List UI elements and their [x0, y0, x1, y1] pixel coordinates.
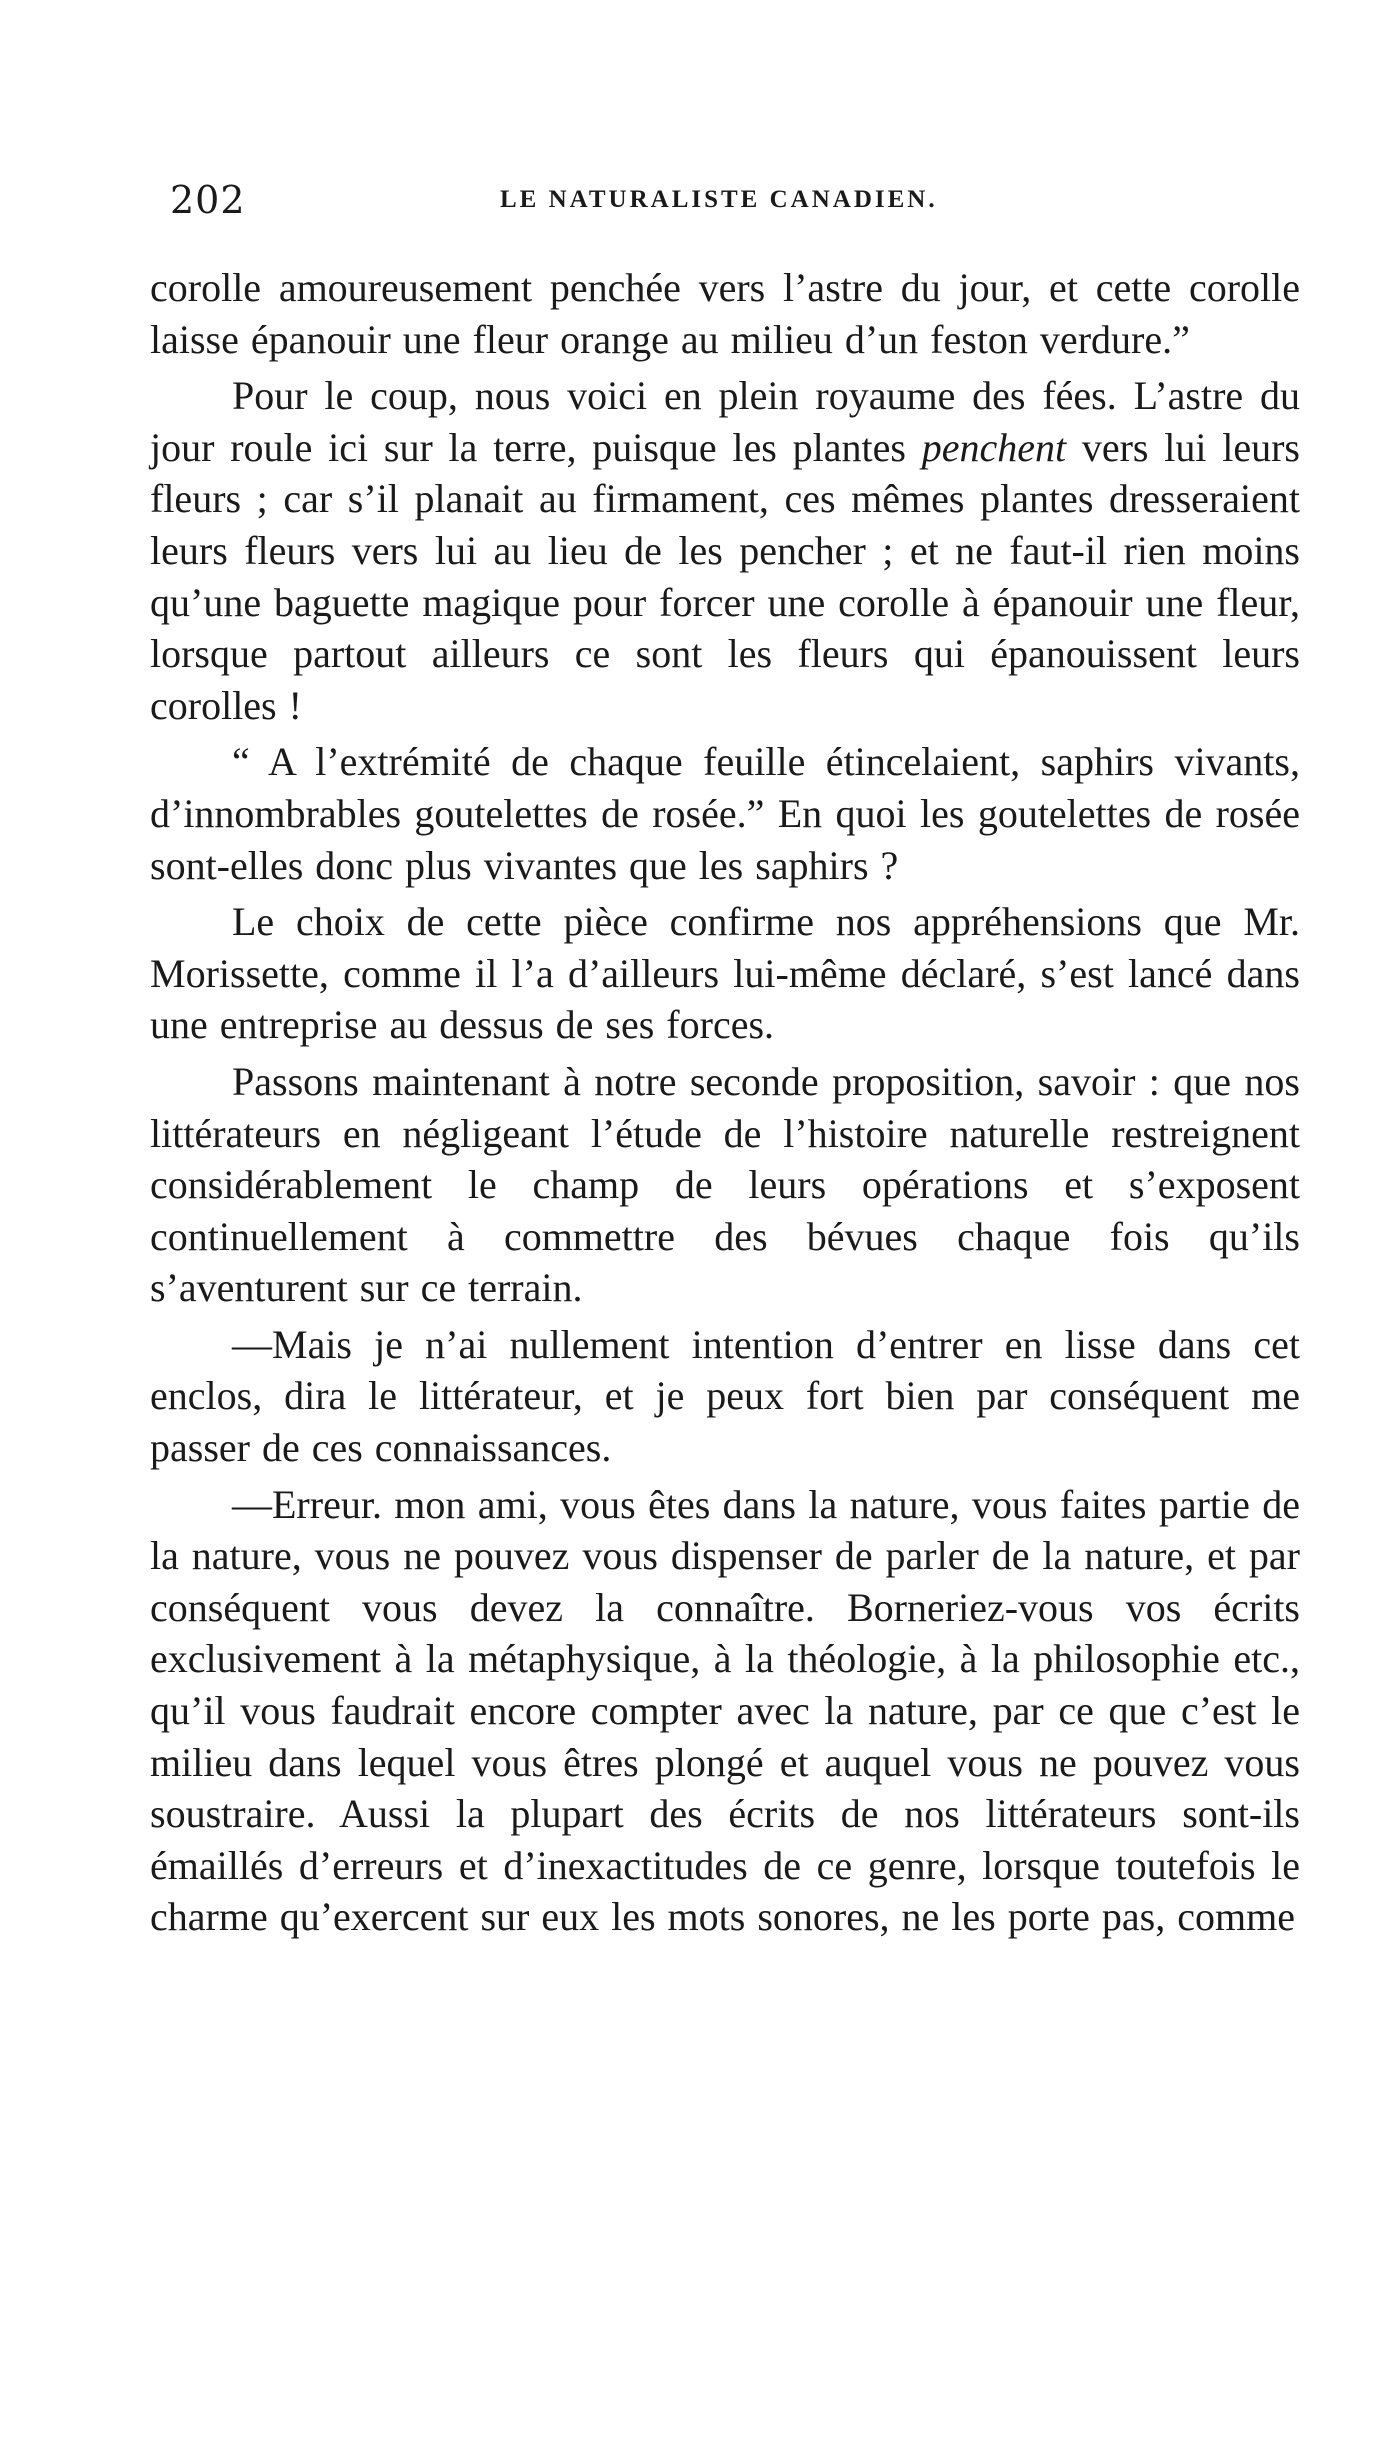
- paragraph-3: “ A l’extrémité de chaque feuille étincelaient, saphirs vivants, d’innombrables goutelettes de rosée.” En quoi les goutelettes de rosée sont-elles donc plus vivantes que les saphirs ?: [150, 739, 1300, 888]
- page-number: 202: [170, 178, 246, 222]
- running-head: LE NATURALISTE CANADIEN.: [500, 186, 938, 213]
- paragraph-7: —Erreur. mon ami, vous êtes dans la nature, vous faites partie de la nature, vous ne pouvez vous dispenser de parler de la nature, et par conséquent vous devez la connaître. Borneriez-vous vos écrits exclusivement à la métaphysique, à la théologie, à la philosophie etc., qu’il vous faudrait encore compter avec la nature, par ce que c’est le milieu dans lequel vous êtres plongé et auquel vous ne pouvez vous soustraire. Aussi la plupart des écrits de nos littérateurs sont-ils émaillés d’erreurs et d’inexactitudes de ce genre, lorsque toutefois le charme qu’exercent sur eux les mots sonores, ne les porte pas, comme: [150, 1481, 1300, 1940]
- paragraph-2: Pour le coup, nous voici en plein royaume des fées. L’astre du jour roule ici sur la terre, puisque les plantes penchent vers lui leurs fleurs ; car s’il planait au firmament, ces mêmes plantes dresseraient leurs fleurs vers lui au lieu de les pencher ; et ne faut-il rien moins qu’une baguette magique pour forcer une corolle à épanouir une fleur, lorsque partout ailleurs ce sont les fleurs qui épanouissent leurs corolles !: [150, 373, 1300, 728]
- paragraph-6: —Mais je n’ai nullement intention d’entrer en lisse dans cet enclos, dira le littérateur, et je peux fort bien par conséquent me passer de ces connaissances.: [150, 1321, 1300, 1471]
- paragraph-5: Passons maintenant à notre seconde proposition, savoir : que nos littérateurs en négligeant l’étude de l’histoire naturelle restreignent considérablement le champ de leurs opérations et s’exposent continuellement à commettre des bévues chaque fois qu’ils s’aventurent sur ce terrain.: [150, 1058, 1300, 1311]
- paragraph-1: corolle amoureusement penchée vers l’astre du jour, et cette corolle laisse épanouir une fleur orange au milieu d’un feston verdure.”: [150, 265, 1300, 362]
- page-header: [170, 178, 1300, 238]
- body-text: [150, 262, 1300, 1948]
- italic-word: penchent: [921, 424, 1067, 470]
- paragraph-4: Le choix de cette pièce confirme nos appréhensions que Mr. Morissette, comme il l’a d’ailleurs lui-même déclaré, s’est lancé dans une entreprise au dessus de ses forces.: [150, 899, 1300, 1048]
